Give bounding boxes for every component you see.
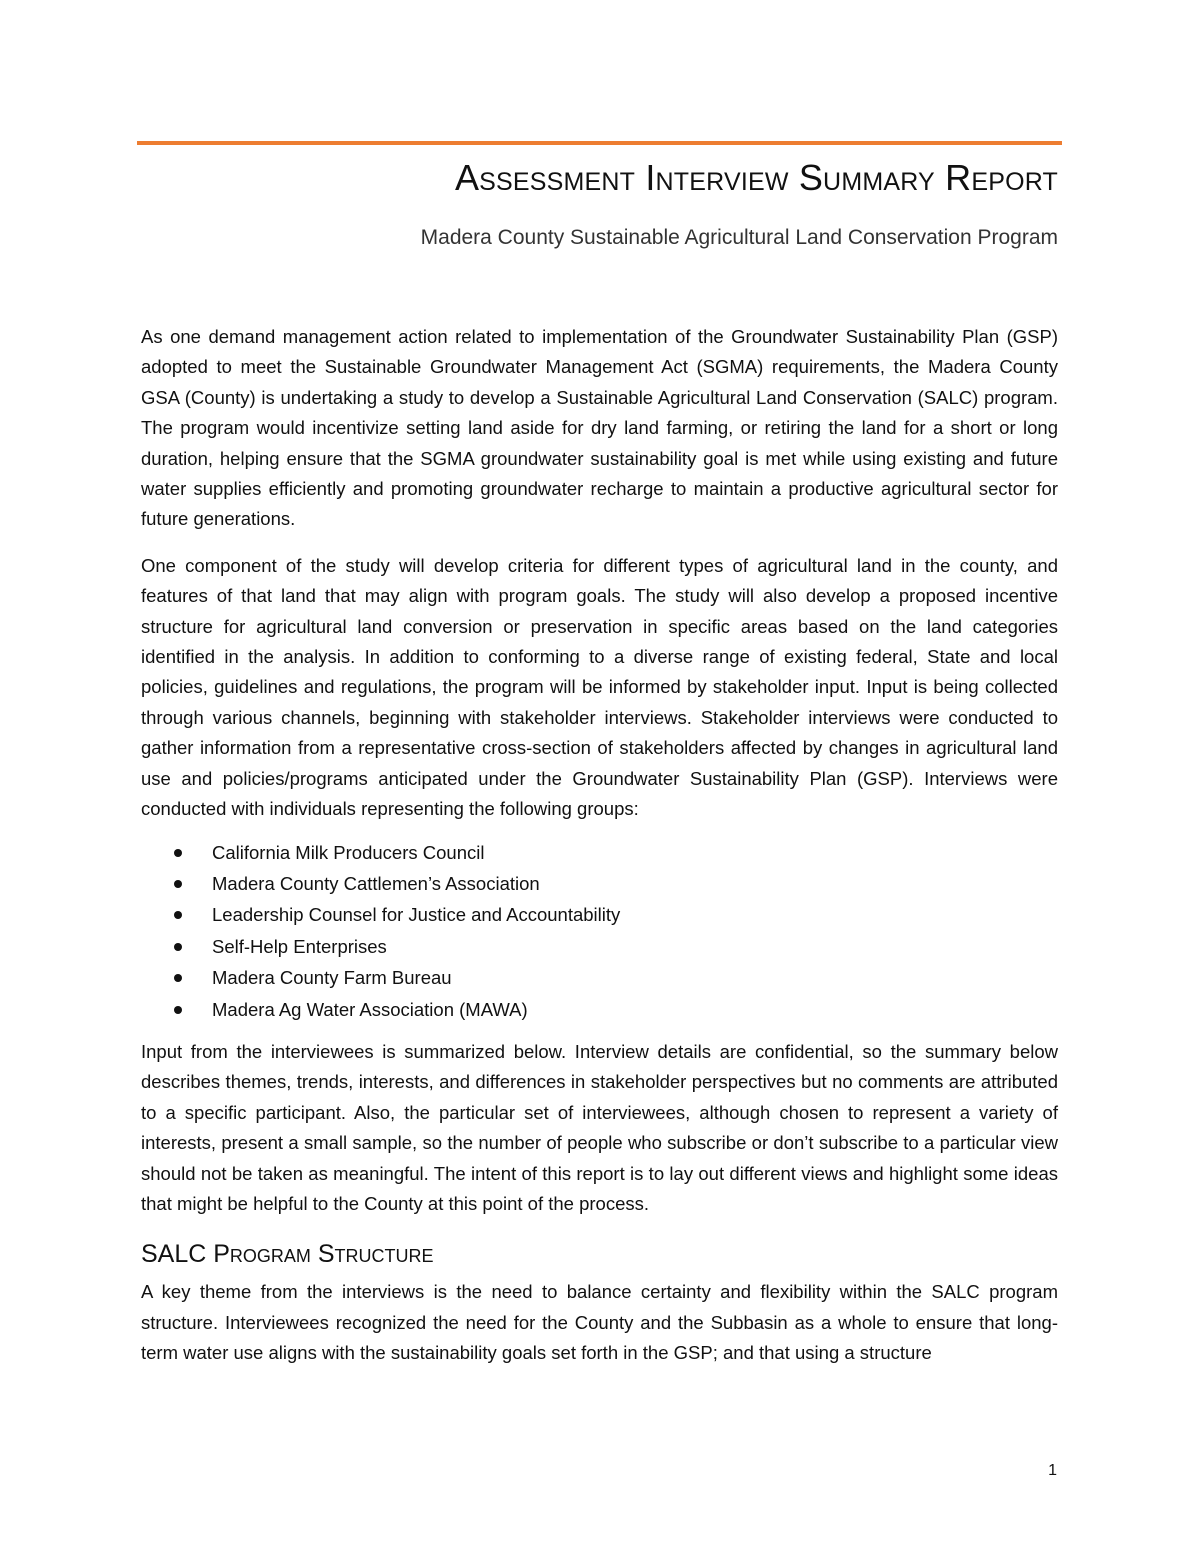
- list-item-text: Leadership Counsel for Justice and Accountability: [212, 904, 621, 926]
- section-heading-salc-program-structure: SALC Program Structure: [141, 1240, 434, 1269]
- list-item-text: Madera County Farm Bureau: [212, 967, 452, 989]
- list-item-text: Self-Help Enterprises: [212, 935, 387, 957]
- list-item: [141, 931, 1058, 962]
- bullet-icon: [174, 880, 182, 888]
- list-item: [141, 994, 1058, 1025]
- list-item: [141, 962, 1058, 993]
- bullet-icon: [174, 1006, 182, 1014]
- paragraph-intro: As one demand management action related to implementation of the Groundwater Sustainability Plan (GSP) adopted to meet the Sustainable Groundwater Management Act (SGMA) requirements, the Madera County GSA (County) is undertaking a study to develop a Sustainable Agricultural Land Conservation (SALC) program. The program would incentivize setting land aside for dry land farming, or retiring the land for a short or long duration, helping ensure that the SGMA groundwater sustainability goal is met while using existing and future water supplies efficiently and promoting groundwater recharge to maintain a productive agricultural sector for future generations.: [141, 326, 1058, 530]
- list-item: [141, 868, 1058, 899]
- list-item: [141, 837, 1058, 868]
- bullet-icon: [174, 974, 182, 982]
- report-subtitle: Madera County Sustainable Agricultural Land Conservation Program: [420, 226, 1058, 249]
- document-body: [141, 322, 1058, 1369]
- bullet-icon: [174, 911, 182, 919]
- list-item-text: Madera County Cattlemen’s Association: [212, 872, 540, 894]
- list-item-text: Madera Ag Water Association (MAWA): [212, 998, 528, 1020]
- report-title: Assessment Interview Summary Report: [454, 157, 1058, 198]
- list-item: [141, 899, 1058, 930]
- stakeholder-groups-list: [141, 837, 1058, 1025]
- bullet-icon: [174, 943, 182, 951]
- paragraph-study-components: One component of the study will develop criteria for different types of agricultural land in the county, and features of that land that may align with program goals. The study will also develop a proposed incentive structure for agricultural land conversion or preservation in specific areas based on the land categories identified in the analysis. In addition to conforming to a diverse range of existing federal, State and local policies, guidelines and regulations, the program will be informed by stakeholder input. Input is being collected through various channels, beginning with stakeholder interviews. Stakeholder interviews were conducted to gather information from a representative cross-section of stakeholders affected by changes in agricultural land use and policies/programs anticipated under the Groundwater Sustainability Plan (GSP). Interviews were conducted with individuals representing the following groups:: [141, 554, 1058, 820]
- page-number: 1: [1048, 1462, 1057, 1479]
- paragraph-summary-note: Input from the interviewees is summarized below. Interview details are confidential, so the summary below describes themes, trends, interests, and differences in stakeholder perspectives but no comments are attributed to a specific participant. Also, the particular set of interviewees, although chosen to represent a variety of interests, present a small sample, so the number of people who subscribe or don’t subscribe to a particular view should not be taken as meaningful. The intent of this report is to lay out different views and highlight some ideas that might be helpful to the County at this point of the process.: [141, 1040, 1058, 1214]
- paragraph-program-structure: A key theme from the interviews is the need to balance certainty and flexibility within the SALC program structure. Interviewees recognized the need for the County and the Subbasin as a whole to ensure that long-term water use aligns with the sustainability goals set forth in the GSP; and that using a structure: [141, 1281, 1058, 1364]
- list-item-text: California Milk Producers Council: [212, 841, 485, 863]
- bullet-icon: [174, 849, 182, 857]
- header-accent-rule: [137, 141, 1062, 145]
